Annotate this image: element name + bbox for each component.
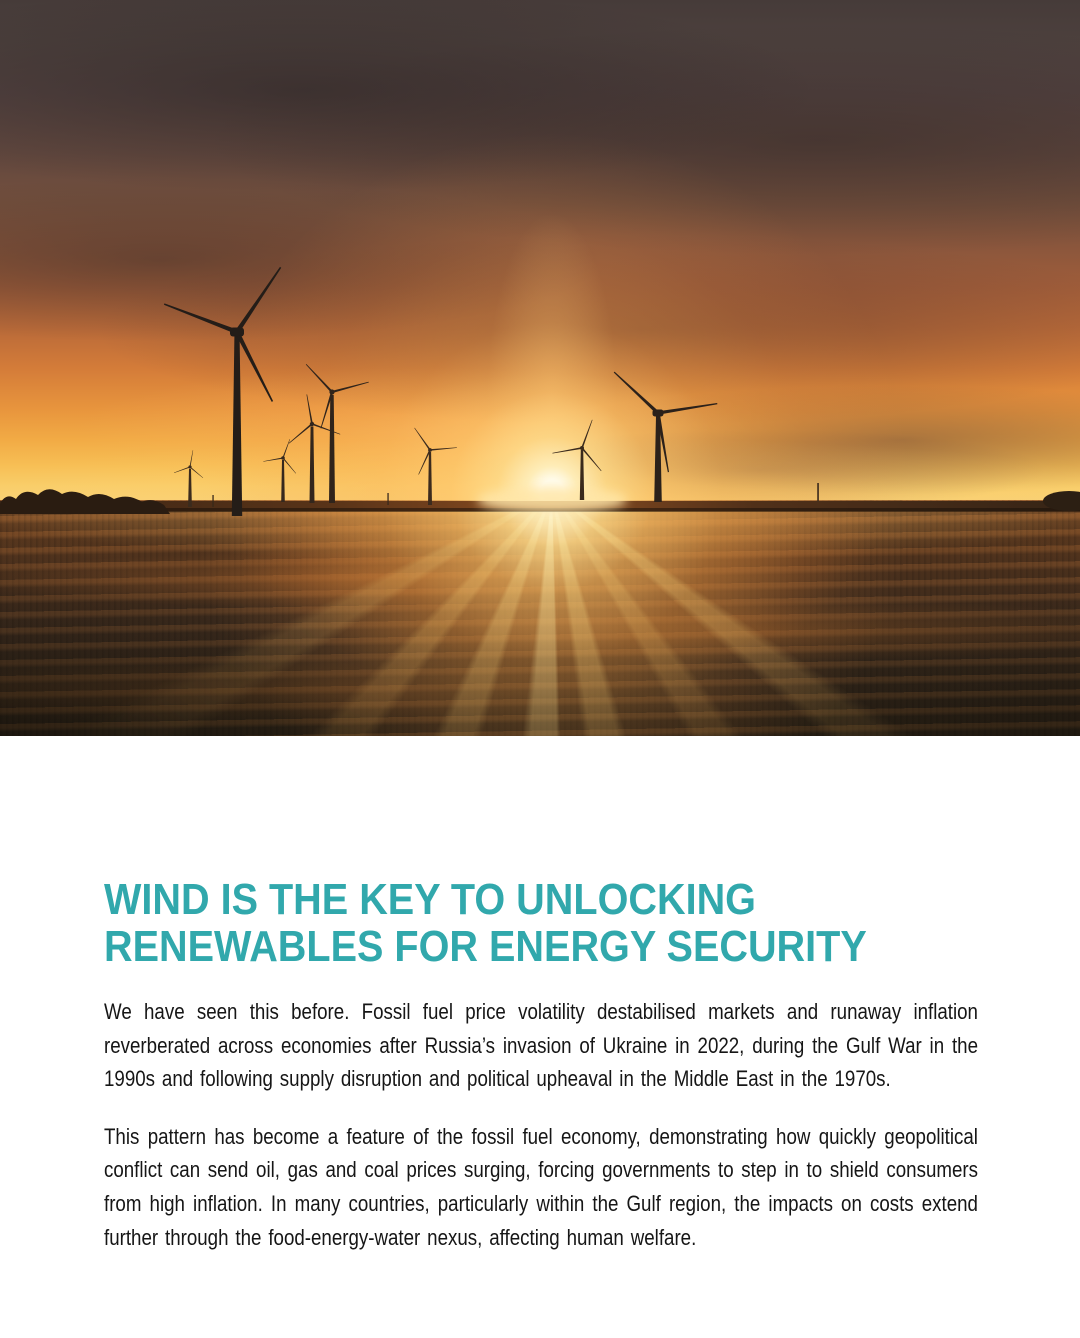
wind-turbine <box>263 439 296 502</box>
body-paragraph-2: This pattern has become a feature of the fossil fuel economy, demonstrating how quickly geopolitical conflict can send oil, gas and coal prices surging, forcing governments to step in to shield consumers from high inflation. In many countries, particularly within the Gulf region, the impacts on costs extend further through the food-energy-water nexus, affecting human welfare. <box>104 1123 978 1250</box>
article <box>0 876 1080 1254</box>
trees-silhouette <box>0 489 170 514</box>
body-paragraph-1: We have seen this before. Fossil fuel price volatility destabilised markets and runaway inflation reverberated across economies after Russia’s invasion of Ukraine in 2022, during the Gulf War in the 1990s and following supply disruption and political upheaval in the Middle East in the 1970s. <box>104 999 978 1092</box>
distant-mast <box>817 483 819 502</box>
distant-mast <box>212 495 213 507</box>
horizon-silhouette <box>0 483 1080 514</box>
wind-turbine <box>174 450 203 507</box>
wind-turbine-large-left <box>163 266 282 516</box>
page-title <box>104 876 982 970</box>
distant-mast <box>387 493 388 505</box>
wind-turbine <box>414 427 457 505</box>
wind-turbine-large-right <box>613 371 718 502</box>
page-title-line-1: WIND IS THE KEY TO UNLOCKING <box>104 875 756 924</box>
page-title-line-2: RENEWABLES FOR ENERGY SECURITY <box>104 922 867 971</box>
